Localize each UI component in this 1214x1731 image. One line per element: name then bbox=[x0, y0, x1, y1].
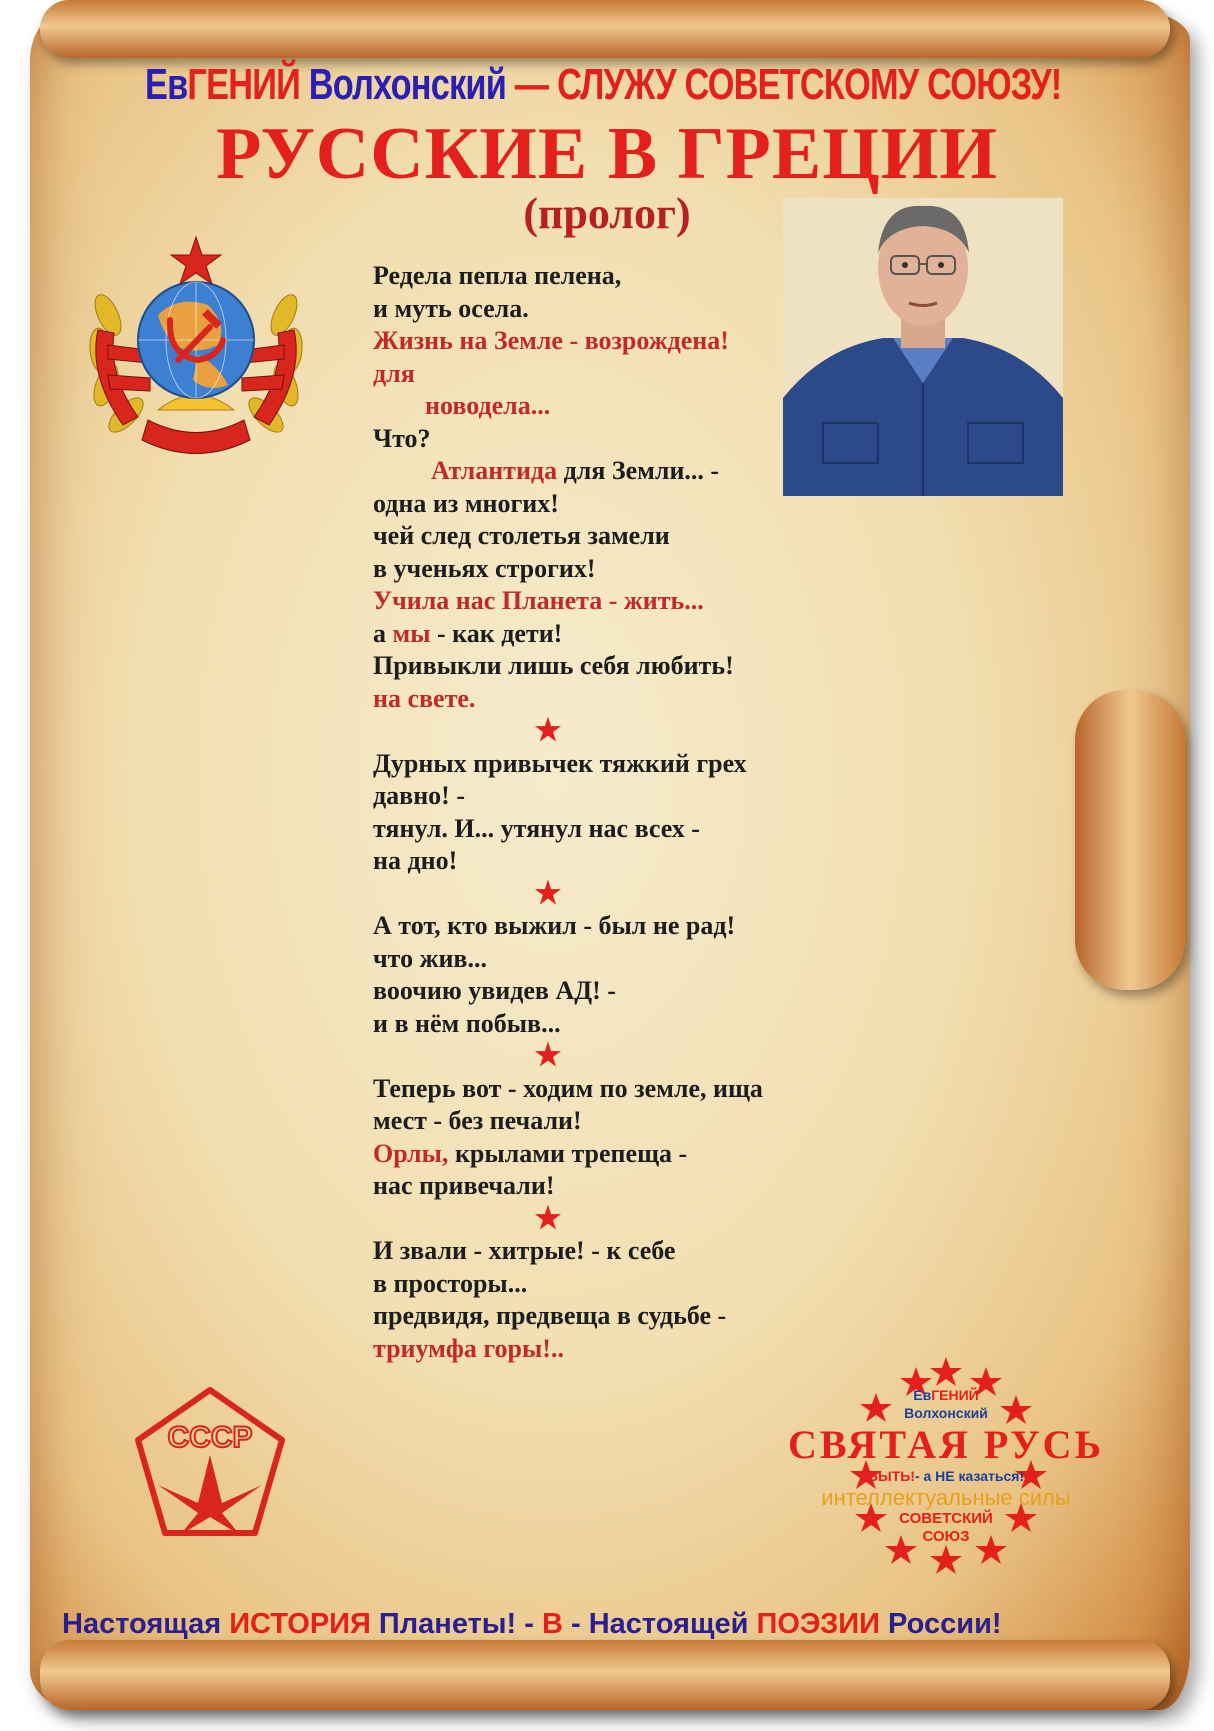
footer-text: - Настоящей bbox=[562, 1608, 757, 1640]
star-divider-icon: ★ bbox=[534, 1039, 562, 1072]
footer-text: Планеты! - bbox=[370, 1608, 542, 1640]
poem-line: на дно! bbox=[373, 846, 458, 875]
poem-line: триумфа горы!.. bbox=[373, 1333, 564, 1363]
poem-text: крылами трепеща - bbox=[448, 1138, 688, 1168]
footer-slogan bbox=[62, 1608, 1162, 1641]
poem-highlight: Атлантида bbox=[431, 456, 558, 485]
seal-motto-part: - а НЕ казаться! bbox=[914, 1468, 1025, 1484]
footer-highlight: ПОЭЗИИ bbox=[756, 1608, 880, 1640]
seal-name-part: ГЕНИЙ bbox=[931, 1387, 979, 1403]
seal-motto-part: БЫТЬ! bbox=[867, 1468, 915, 1484]
seal-sov: СОВЕТСКИЙ bbox=[899, 1510, 993, 1527]
poem-line: и в нём побыв... bbox=[373, 1008, 561, 1038]
poem-line: Что? bbox=[373, 423, 431, 453]
poem-text: для Земли... - bbox=[557, 456, 720, 485]
poem-line bbox=[373, 618, 873, 651]
author-surname: Волхонский bbox=[300, 60, 507, 109]
poem-line: Учила нас Планета - жить... bbox=[373, 586, 704, 615]
poem-line: новодела... bbox=[425, 391, 551, 420]
poem-line: Дурных привычек тяжкий грех bbox=[373, 748, 747, 778]
poem-line: Теперь вот - ходим по земле, ища bbox=[373, 1073, 763, 1103]
poem-highlight: Орлы, bbox=[373, 1138, 449, 1168]
poem-text: - как дети! bbox=[430, 618, 563, 648]
poem-line: давно! - bbox=[373, 781, 465, 810]
svyataya-rus-seal bbox=[786, 1355, 1106, 1575]
star-divider-icon: ★ bbox=[534, 714, 562, 747]
poem-line: в просторы... bbox=[373, 1268, 528, 1298]
poem-line: для bbox=[373, 358, 415, 388]
star-divider-icon: ★ bbox=[534, 1201, 562, 1235]
poem-line bbox=[373, 455, 873, 488]
poem-line: нас привечали! bbox=[373, 1171, 555, 1200]
seal-brand: СВЯТАЯ РУСЬ bbox=[787, 1422, 1105, 1467]
poem-line: и муть осела. bbox=[373, 293, 529, 323]
poem-line: А тот, кто выжил - был не рад! bbox=[373, 911, 736, 940]
ussr-quality-mark-icon bbox=[130, 1385, 290, 1540]
poem-line: в ученьях строгих! bbox=[373, 553, 596, 583]
poem-line: Жизнь на Земле - возрождена! bbox=[373, 326, 729, 355]
seal-author-name bbox=[786, 1387, 1106, 1403]
footer-highlight: ИСТОРИЯ bbox=[229, 1608, 371, 1640]
poem-line: одна из многих! bbox=[373, 488, 559, 518]
poem-text: а bbox=[373, 618, 393, 648]
poem-line: чей след столетья замели bbox=[373, 521, 670, 550]
seal-name-part: Ев bbox=[913, 1387, 932, 1403]
ussr-emblem-icon bbox=[78, 235, 314, 467]
poem-line: Редела пепла пелена, bbox=[373, 261, 622, 290]
author-name-part: ГЕНИЙ bbox=[187, 60, 301, 109]
seal-intellect: интеллектуальные силы bbox=[821, 1485, 1071, 1510]
page-subtitle: (пролог) bbox=[523, 189, 691, 238]
poem-line: предвидя, предвеща в судьбе - bbox=[373, 1301, 727, 1330]
star-divider-icon: ★ bbox=[534, 876, 562, 910]
poem-line: И звали - хитрые! - к себе bbox=[373, 1236, 676, 1265]
scroll-roll-top bbox=[40, 0, 1170, 58]
header-slogan: — СЛУЖУ СОВЕТСКОМУ СОЮЗУ! bbox=[506, 60, 1062, 109]
page-title: РУССКИЕ В ГРЕЦИИ bbox=[216, 113, 998, 195]
quality-mark-text: СССР bbox=[167, 1421, 253, 1454]
seal-motto bbox=[786, 1468, 1106, 1484]
poem bbox=[373, 260, 873, 1365]
scroll-roll-bottom bbox=[40, 1640, 1170, 1710]
poem-line: Привыкли лишь себя любить! bbox=[373, 651, 734, 680]
poem-line: воочию увидев АД! - bbox=[373, 976, 616, 1005]
author-header bbox=[145, 60, 1062, 120]
poem-line: на свете. bbox=[373, 683, 476, 713]
footer-text: Настоящая bbox=[62, 1608, 230, 1640]
poem-highlight: мы bbox=[392, 618, 431, 648]
poem-line: мест - без печали! bbox=[373, 1106, 582, 1135]
poem-line bbox=[373, 1138, 873, 1171]
footer-highlight: В bbox=[541, 1608, 563, 1640]
footer-text: России! bbox=[879, 1608, 1002, 1640]
seal-author-surname: Волхонский bbox=[904, 1405, 988, 1421]
author-name-part: Ев bbox=[145, 60, 188, 109]
seal-soyuz: СОЮЗ bbox=[922, 1528, 970, 1545]
poem-line: что жив... bbox=[373, 943, 487, 973]
poem-line: тянул. И... утянул нас всех - bbox=[373, 813, 700, 843]
scroll-roll-side bbox=[1075, 690, 1185, 990]
